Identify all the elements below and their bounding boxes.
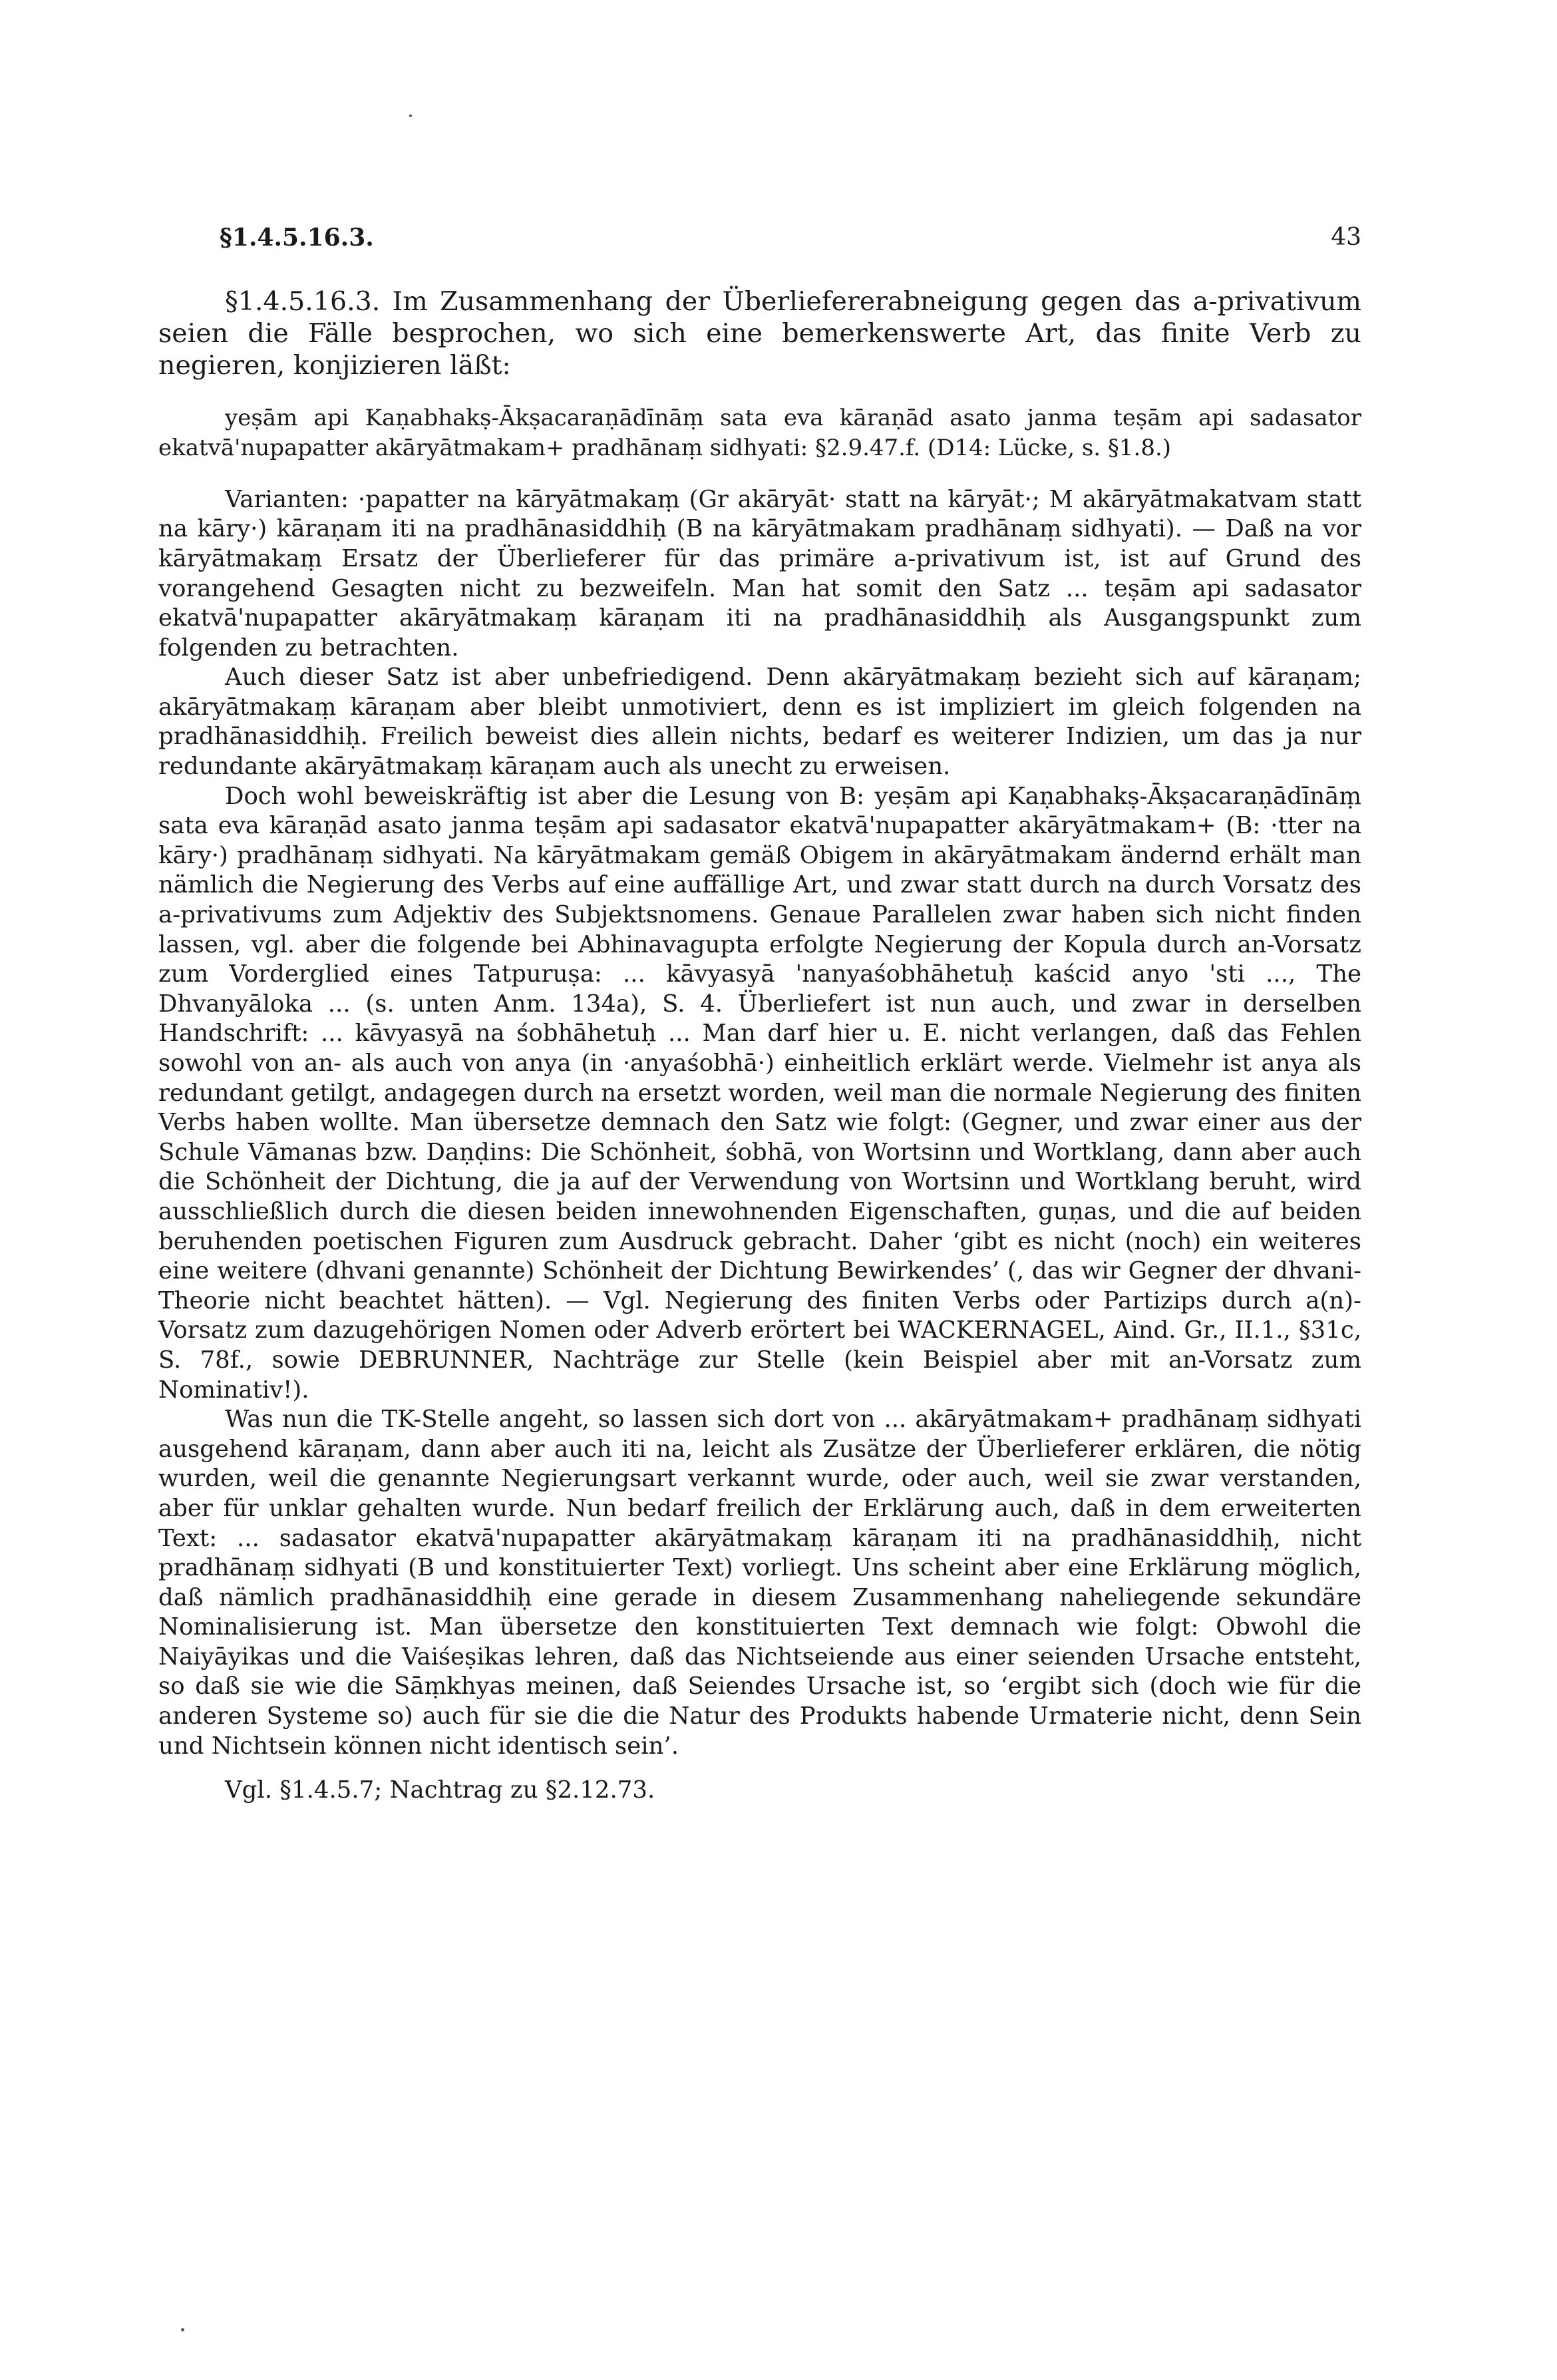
main-text — [158, 286, 1361, 1806]
paragraph-lesung-b: Doch wohl beweiskräftig ist aber die Lesung von B: yeṣām api Kaṇabhakṣ-Ākṣacaraṇādīnāṃ sata eva kāraṇād asato janma teṣām api sadasator ekatvā'nupapatter akāryātmakam+ (B: ·tter na kāry·) pradhānaṃ sidhyati. Na kāryātmakam gemäß Obigem in akāryātmakam ändernd erhält man nämlich die Negierung des Verbs auf eine auffällige Art, und zwar statt durch na durch Vorsatz des a-privativums zum Adjektiv des Subjektsnomens. Genaue Parallelen zwar haben sich nicht finden lassen, vgl. aber die folgende bei Abhinavagupta erfolgte Negierung der Kopula durch an-Vorsatz zum Vorderglied eines Tatpuruṣa: ... kāvyasyā 'nanyaśobhāhetuḥ kaścid anyo 'sti ..., The Dhvanyāloka ... (s. unten Anm. 134a), S. 4. Überliefert ist nun auch, und zwar in derselben Handschrift: ... kāvyasyā na śobhāhetuḥ ... Man darf hier u. E. nicht verlangen, daß das Fehlen sowohl von an- als auch von anya (in ·anyaśobhā·) einheitlich erklärt werde. Vielmehr ist anya als redundant getilgt, andagegen durch na ersetzt worden, weil man die normale Negierung des finiten Verbs haben wollte. Man übersetze demnach den Satz wie folgt: (Gegner, und zwar einer aus der Schule Vāmanas bzw. Daṇḍins: Die Schönheit, śobhā, von Wortsinn und Wortklang, dann aber auch die Schönheit der Dichtung, die ja auf der Verwendung von Wortsinn und Wortklang beruht, wird ausschließlich durch die diesen beiden innewohnenden Eigenschaften, guṇas, und die auf beiden beruhenden poetischen Figuren zum Ausdruck gebracht. Daher ‘gibt es nicht (noch) ein weiteres eine weitere (dhvani genannte) Schönheit der Dichtung Bewirkendes’ (, das wir Gegner der dhvani-Theorie nicht beachtet hätten). — Vgl. Negierung des finiten Verbs oder Partizips durch a(n)-Vorsatz zum dazugehörigen Nomen oder Adverb erörtert bei WACKERNAGEL, Aind. Gr., II.1., §31c, S. 78f., sowie DEBRUNNER, Nachträge zur Stelle (kein Beispiel aber mit an-Vorsatz zum Nominativ!). — [158, 782, 1361, 1404]
spacer — [158, 1761, 1361, 1776]
paragraph-varianten: Varianten: ·papatter na kāryātmakaṃ (Gr akāryāt· statt na kāryāt·; M akāryātmakatvam statt na kāry·) kāraṇam iti na pradhānasiddhiḥ (B na kāryātmakam pradhānaṃ sidhyati). — Daß na vor kāryātmakaṃ Ersatz der Überlieferer für das primäre a-privativum ist, ist auf Grund des vorangehend Gesagten nicht zu bezweifeln. Man hat somit den Satz ... teṣām api sadasator ekatvā'nupapatter akāryātmakaṃ kāraṇam iti na pradhānasiddhiḥ als Ausgangspunkt zum folgenden zu betrachten. — [158, 485, 1361, 662]
header-section: §1.4.5.16.3. — [220, 224, 374, 252]
page-number: 43 — [1331, 224, 1361, 251]
paragraph-tk-stelle: Was nun die TK-Stelle angeht, so lassen sich dort von ... akāryātmakam+ pradhānaṃ sidhyati ausgehend kāraṇam, dann aber auch iti na, leicht als Zusätze der Überlieferer erklären, die nötig wurden, weil die genannte Negierungsart verkannt wurde, oder auch, weil sie zwar verstanden, aber für unklar gehalten wurde. Nun bedarf freilich der Erklärung auch, daß in dem erweiterten Text: ... sadasator ekatvā'nupapatter akāryātmakaṃ kāraṇam iti na pradhānasiddhiḥ, nicht pradhānaṃ sidhyati (B und konstituierter Text) vorliegt. Uns scheint aber eine Erklärung möglich, daß nämlich pradhānasiddhiḥ eine gerade in diesem Zusammenhang naheliegende sekundäre Nominalisierung ist. Man übersetze den konstituierten Text demnach wie folgt: Obwohl die Naiyāyikas und die Vaiśeṣikas lehren, daß das Nichtseiende aus einer seienden Ursache entsteht, so daß sie wie die Sāṃkhyas meinen, daß Seiendes Ursache ist, so ‘ergibt sich (doch wie für die anderen Systeme so) auch für sie die die Natur des Produkts habende Urmaterie nicht, denn Sein und Nichtsein können nicht identisch sein’. — [158, 1406, 1361, 1760]
scan-speck — [181, 2328, 184, 2331]
paragraph-unbefriedigend: Auch dieser Satz ist aber unbefriedigend. Denn akāryātmakaṃ bezieht sich auf kāraṇam; akāryātmakaṃ kāraṇam aber bleibt unmotiviert, denn es ist impliziert im gleich folgenden na pradhānasiddhiḥ. Freilich beweist dies allein nichts, bedarf es weiterer Indizien, um das ja nur redundante akāryātmakaṃ kāraṇam auch als unecht zu erweisen. — [158, 664, 1361, 781]
running-header — [220, 224, 1361, 264]
commentary — [158, 485, 1361, 1806]
scan-speck — [409, 114, 412, 117]
quoted-sanskrit: yeṣām api Kaṇabhakṣ-Ākṣacaraṇādīnāṃ sata eva kāraṇād asato janma teṣām api sadasator ekatvā'nupapatter akāryātmakam+ pradhānaṃ sidhyati: §2.9.47.f. (D14: Lücke, s. §1.8.) — [158, 404, 1361, 462]
spacer — [158, 382, 1361, 403]
paragraph-vgl: Vgl. §1.4.5.7; Nachtrag zu §2.12.73. — [225, 1776, 655, 1804]
spacer — [158, 464, 1361, 485]
intro-paragraph: §1.4.5.16.3. Im Zusammenhang der Überliefererabneigung gegen das a-privativum seien die Fälle besprochen, wo sich eine bemerkenswerte Art, das finite Verb zu negieren, konjizieren läßt: — [158, 286, 1361, 381]
